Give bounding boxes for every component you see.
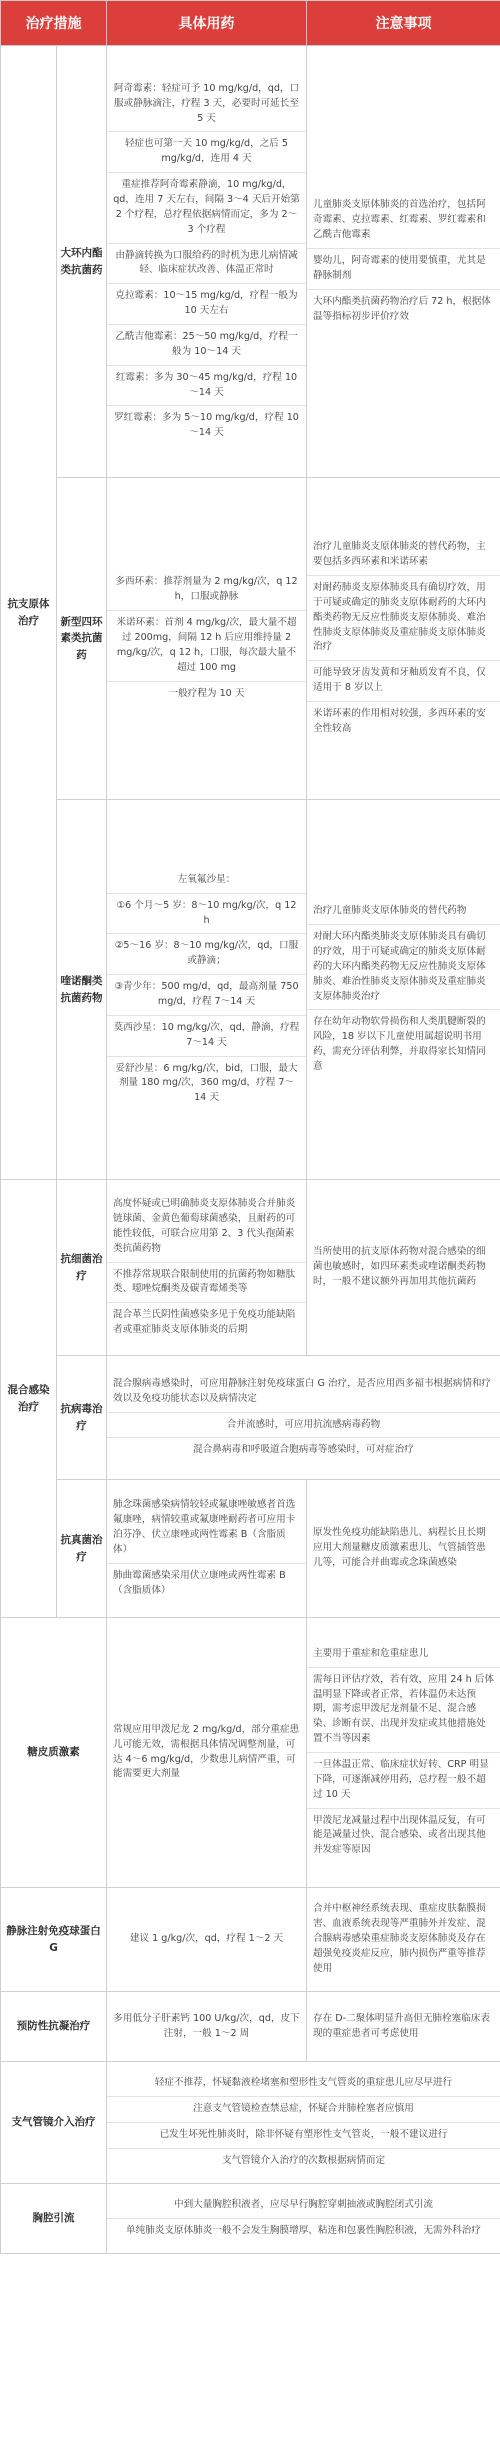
category-bronchoscopy: 支气管镜介入治疗 xyxy=(1,2062,107,2184)
drug-text: ①6 个月～5 岁：8～10 mg/kg/次，q 12 h xyxy=(107,894,306,935)
drug-text: 多用低分子肝素钙 100 U/kg/次，qd，皮下注射，一般 1～2 周 xyxy=(113,2012,300,2039)
notes-cell xyxy=(307,800,500,1180)
subcategory-antifungal: 抗真菌治疗 xyxy=(57,1480,107,1618)
notes-cell xyxy=(307,1180,500,1356)
subcategory-macrolide: 大环内酯类抗菌药 xyxy=(57,46,107,478)
header-measure: 治疗措施 xyxy=(1,1,107,46)
bronchoscopy-merged-cell xyxy=(107,2062,500,2184)
merged-text: 注意支气管镜检查禁忌症，怀疑合并肺栓塞者应慎用 xyxy=(107,2097,500,2123)
category-mixed-infection: 混合感染治疗 xyxy=(1,1180,57,1618)
drug-text: 由静滴转换为口服给药的时机为患儿病情减轻、临床症状改善、体温正常时 xyxy=(107,244,306,285)
drug-cell xyxy=(107,46,307,478)
drug-text: 阿奇霉素：轻症可予 10 mg/kg/d，qd，口服或静脉滴注，疗程 3 天，必要时可延长至 5 天 xyxy=(107,77,306,133)
subcategory-tetracycline: 新型四环素类抗菌药 xyxy=(57,478,107,800)
drug-text: 常规应用甲泼尼龙 2 mg/kg/d，部分重症患儿可能无效，需根据具体情况调整剂量，可达 4～6 mg/kg/d，少数患儿病情严重，可能需要更大剂量 xyxy=(113,1723,300,1780)
category-drainage: 胸腔引流 xyxy=(1,2184,107,2254)
note-text: 存在幼年动物软骨损伤和人类肌腱断裂的风险，18 岁以下儿童使用属超说明书用药，需充分评估利弊，并取得家长知情同意 xyxy=(313,1016,486,1072)
drug-text: 多西环素：推荐剂量为 2 mg/kg/次，q 12 h，口服或静脉 xyxy=(107,570,306,611)
note-text: 婴幼儿，阿奇霉素的使用要慎重，尤其是静脉制剂 xyxy=(307,249,500,290)
notes-cell xyxy=(307,1480,500,1618)
merged-text: 单纯肺炎支原体肺炎一般不会发生胸膜增厚、粘连和包裹性胸腔积液，无需外科治疗 xyxy=(126,2225,481,2236)
notes-cell xyxy=(307,1618,500,1888)
notes-cell xyxy=(307,1888,500,1992)
note-text: 对耐大环内酯类肺炎支原体肺炎具有确切的疗效，用于可疑或确定的肺炎支原体耐药的大环内酯类药物无反应性肺炎支原体肺炎、难治性肺炎支原体肺炎及重症肺炎支原体肺炎治疗 xyxy=(307,925,500,1010)
note-text: 合并中枢神经系统表现、重症皮肤黏膜损害、血液系统表现等严重肺外并发症、混合腺病毒感染重症肺炎支原体肺炎及存在超强免疫炎症反应，肺内损伤严重等推荐使用 xyxy=(313,1903,486,1974)
table-row xyxy=(1,2062,500,2184)
drug-text: 左氧氟沙星： xyxy=(107,868,306,894)
table-row xyxy=(1,1356,500,1480)
merged-text: 轻症不推荐，怀疑黏液栓堵塞和塑形性支气管炎的重症患儿应尽早进行 xyxy=(107,2071,500,2097)
drug-text: 罗红霉素：多为 5～10 mg/kg/d，疗程 10～14 天 xyxy=(114,412,299,439)
drug-text: 混合革兰氏阴性菌感染多见于免疫功能缺陷者或重症肺炎支原体肺炎的后期 xyxy=(113,1309,296,1336)
note-text: 治疗儿童肺炎支原体肺炎的替代药物 xyxy=(307,899,500,925)
drainage-merged-cell xyxy=(107,2184,500,2254)
drug-cell xyxy=(107,1992,307,2062)
category-anticoagulation: 预防性抗凝治疗 xyxy=(1,1992,107,2062)
category-ivig: 静脉注射免疫球蛋白 G xyxy=(1,1888,107,1992)
table-row xyxy=(1,1480,500,1618)
notes-cell xyxy=(307,478,500,800)
subcategory-antiviral: 抗病毒治疗 xyxy=(57,1356,107,1480)
table-row xyxy=(1,1180,500,1356)
notes-cell xyxy=(307,1992,500,2062)
table-header-row xyxy=(1,1,500,46)
merged-text: 合并流感时，可应用抗流感病毒药物 xyxy=(107,1413,500,1439)
antiviral-merged-cell xyxy=(107,1356,500,1480)
table-row xyxy=(1,800,500,1180)
table-row xyxy=(1,2184,500,2254)
drug-cell xyxy=(107,1480,307,1618)
drug-cell xyxy=(107,1888,307,1992)
merged-text: 混合鼻病毒和呼吸道合胞病毒等感染时，可对症治疗 xyxy=(193,1444,414,1456)
note-text: 存在 D-二聚体明显升高但无肺栓塞临床表现的重症患者可考虑使用 xyxy=(313,2012,490,2039)
notes-cell xyxy=(307,46,500,478)
drug-cell xyxy=(107,800,307,1180)
note-text: 米诺环素的作用相对较强，多西环素的安全性较高 xyxy=(313,708,486,734)
note-text: 可能导致牙齿发黄和牙釉质发育不良，仅适用于 8 岁以上 xyxy=(307,661,500,702)
category-steroid: 糖皮质激素 xyxy=(1,1618,107,1888)
merged-text: 支气管镜介入治疗的次数根据病情而定 xyxy=(221,2154,386,2166)
drug-text: 莫西沙星：10 mg/kg/次，qd，静滴，疗程 7～14 天 xyxy=(107,1016,306,1057)
note-text: 对耐药肺炎支原体肺炎具有确切疗效，用于可疑或确定的肺炎支原体耐药的大环内酯类药物无反应性肺炎支原体肺炎、难治性肺炎支原体肺炎及重症肺炎支原体肺炎治疗 xyxy=(307,576,500,661)
drug-text: 乙酰吉他霉素：25～50 mg/kg/d，疗程一般为 10～14 天 xyxy=(107,325,306,366)
drug-text: ③青少年：500 mg/d，qd，最高剂量 750 mg/d，疗程 7～14 天 xyxy=(107,975,306,1016)
subcategory-quinolone: 喹诺酮类抗菌药物 xyxy=(57,800,107,1180)
drug-text: 高度怀疑或已明确肺炎支原体肺炎合并肺炎链球菌、金黄色葡萄球菌感染，且耐药的可能性较低，可联合应用第 2、3 代头孢菌素类抗菌药物 xyxy=(107,1192,306,1262)
table-row xyxy=(1,1888,500,1992)
table-row xyxy=(1,478,500,800)
note-text: 治疗儿童肺炎支原体肺炎的替代药物，主要包括多西环素和米诺环素 xyxy=(307,535,500,576)
subcategory-antibacterial: 抗细菌治疗 xyxy=(57,1180,107,1356)
drug-cell xyxy=(107,478,307,800)
drug-text: 重症推荐阿奇霉素静滴，10 mg/kg/d，qd，连用 7 天左右，间隔 3～4 天后开始第 2 个疗程，总疗程依据病情而定，多为 2～3 个疗程 xyxy=(107,173,306,243)
drug-cell xyxy=(107,1618,307,1888)
merged-text: 已发生坏死性肺炎时，除非怀疑有塑形性支气管炎，一般不建议进行 xyxy=(107,2123,500,2149)
note-text: 甲泼尼龙减量过程中出现体温反复，有可能是减量过快、混合感染、或者出现其他并发症等原因 xyxy=(313,1814,486,1856)
drug-cell xyxy=(107,1180,307,1356)
drug-text: 米诺环素：首剂 4 mg/kg/次，最大量不超过 200mg，间隔 12 h 后应用维持量 2 mg/kg/次，q 12 h，口服，每次最大量不超过 100 mg xyxy=(107,611,306,681)
drug-text: 肺曲霉菌感染采用伏立康唑或两性霉素 B（含脂质体） xyxy=(113,1569,286,1596)
merged-text: 混合腺病毒感染时，可应用静脉注射免疫球蛋白 G 治疗，是否应用西多福韦根据病情和疗效以及免疫功能状态以及病情决定 xyxy=(107,1372,500,1413)
merged-text: 中到大量胸腔积液者，应尽早行胸腔穿刺抽液或胸腔闭式引流 xyxy=(107,2193,500,2219)
drug-text: 红霉素：多为 30～45 mg/kg/d，疗程 10～14 天 xyxy=(107,366,306,407)
header-notes: 注意事项 xyxy=(307,1,500,46)
note-text: 主要用于重症和危重症患儿 xyxy=(307,1642,500,1668)
note-text: 大环内酯类抗菌药物治疗后 72 h，根据体温等指标初步评价疗效 xyxy=(313,295,491,322)
table-row xyxy=(1,1618,500,1888)
note-text: 一旦体温正常、临床症状好转、CRP 明显下降，可逐渐减停用药，总疗程一般不超过 10 天 xyxy=(307,1753,500,1809)
note-text: 当所使用的抗支原体药物对混合感染的细菌也敏感时，如四环素类或喹诺酮类药物时，一般不建议额外再加用其他抗菌药 xyxy=(313,1246,486,1287)
header-drug: 具体用药 xyxy=(107,1,307,46)
drug-text: 建议 1 g/kg/次，qd，疗程 1～2 天 xyxy=(129,1933,284,1945)
drug-text: 轻症也可第一天 10 mg/kg/d，之后 5 mg/kg/d，连用 4 天 xyxy=(107,132,306,173)
note-text: 儿童肺炎支原体肺炎的首选治疗，包括阿奇霉素、克拉霉素、红霉素、罗红霉素和乙酰吉他霉素 xyxy=(307,193,500,249)
note-text: 需每日评估疗效，若有效，应用 24 h 后体温明显下降或者正常，若体温仍未达预期，需考虑甲泼尼龙剂量不足、混合感染、诊断有误、出现并发症或其他措施处置不当等因素 xyxy=(307,1668,500,1753)
table-row xyxy=(1,1992,500,2062)
drug-text: 不推荐常规联合限制使用的抗菌药物如糖肽类、噁唑烷酮类及碳青霉烯类等 xyxy=(107,1263,306,1304)
table-row xyxy=(1,46,500,478)
drug-text: 妥舒沙星：6 mg/kg/次，bid，口服，最大剂量 180 mg/次，360 mg/d，疗程 7～14 天 xyxy=(115,1062,298,1104)
drug-text: 克拉霉素：10～15 mg/kg/d，疗程一般为 10 天左右 xyxy=(107,284,306,325)
note-text: 原发性免疫功能缺陷患儿、病程长且长期应用大剂量糖皮质激素患儿、气管插管患儿等，可能合并曲霉或念珠菌感染 xyxy=(313,1527,486,1568)
drug-text: 一般疗程为 10 天 xyxy=(168,687,245,699)
drug-text: ②5～16 岁：8～10 mg/kg/次，qd，口服或静滴； xyxy=(107,934,306,975)
category-antimycoplasma: 抗支原体治疗 xyxy=(1,46,57,1180)
drug-text: 肺念珠菌感染病情较轻或氟康唑敏感者首选氟康唑，病情较重或氟康唑耐药者可应用卡泊芬净、伏立康唑或两性霉素 B（含脂质体） xyxy=(107,1493,306,1563)
